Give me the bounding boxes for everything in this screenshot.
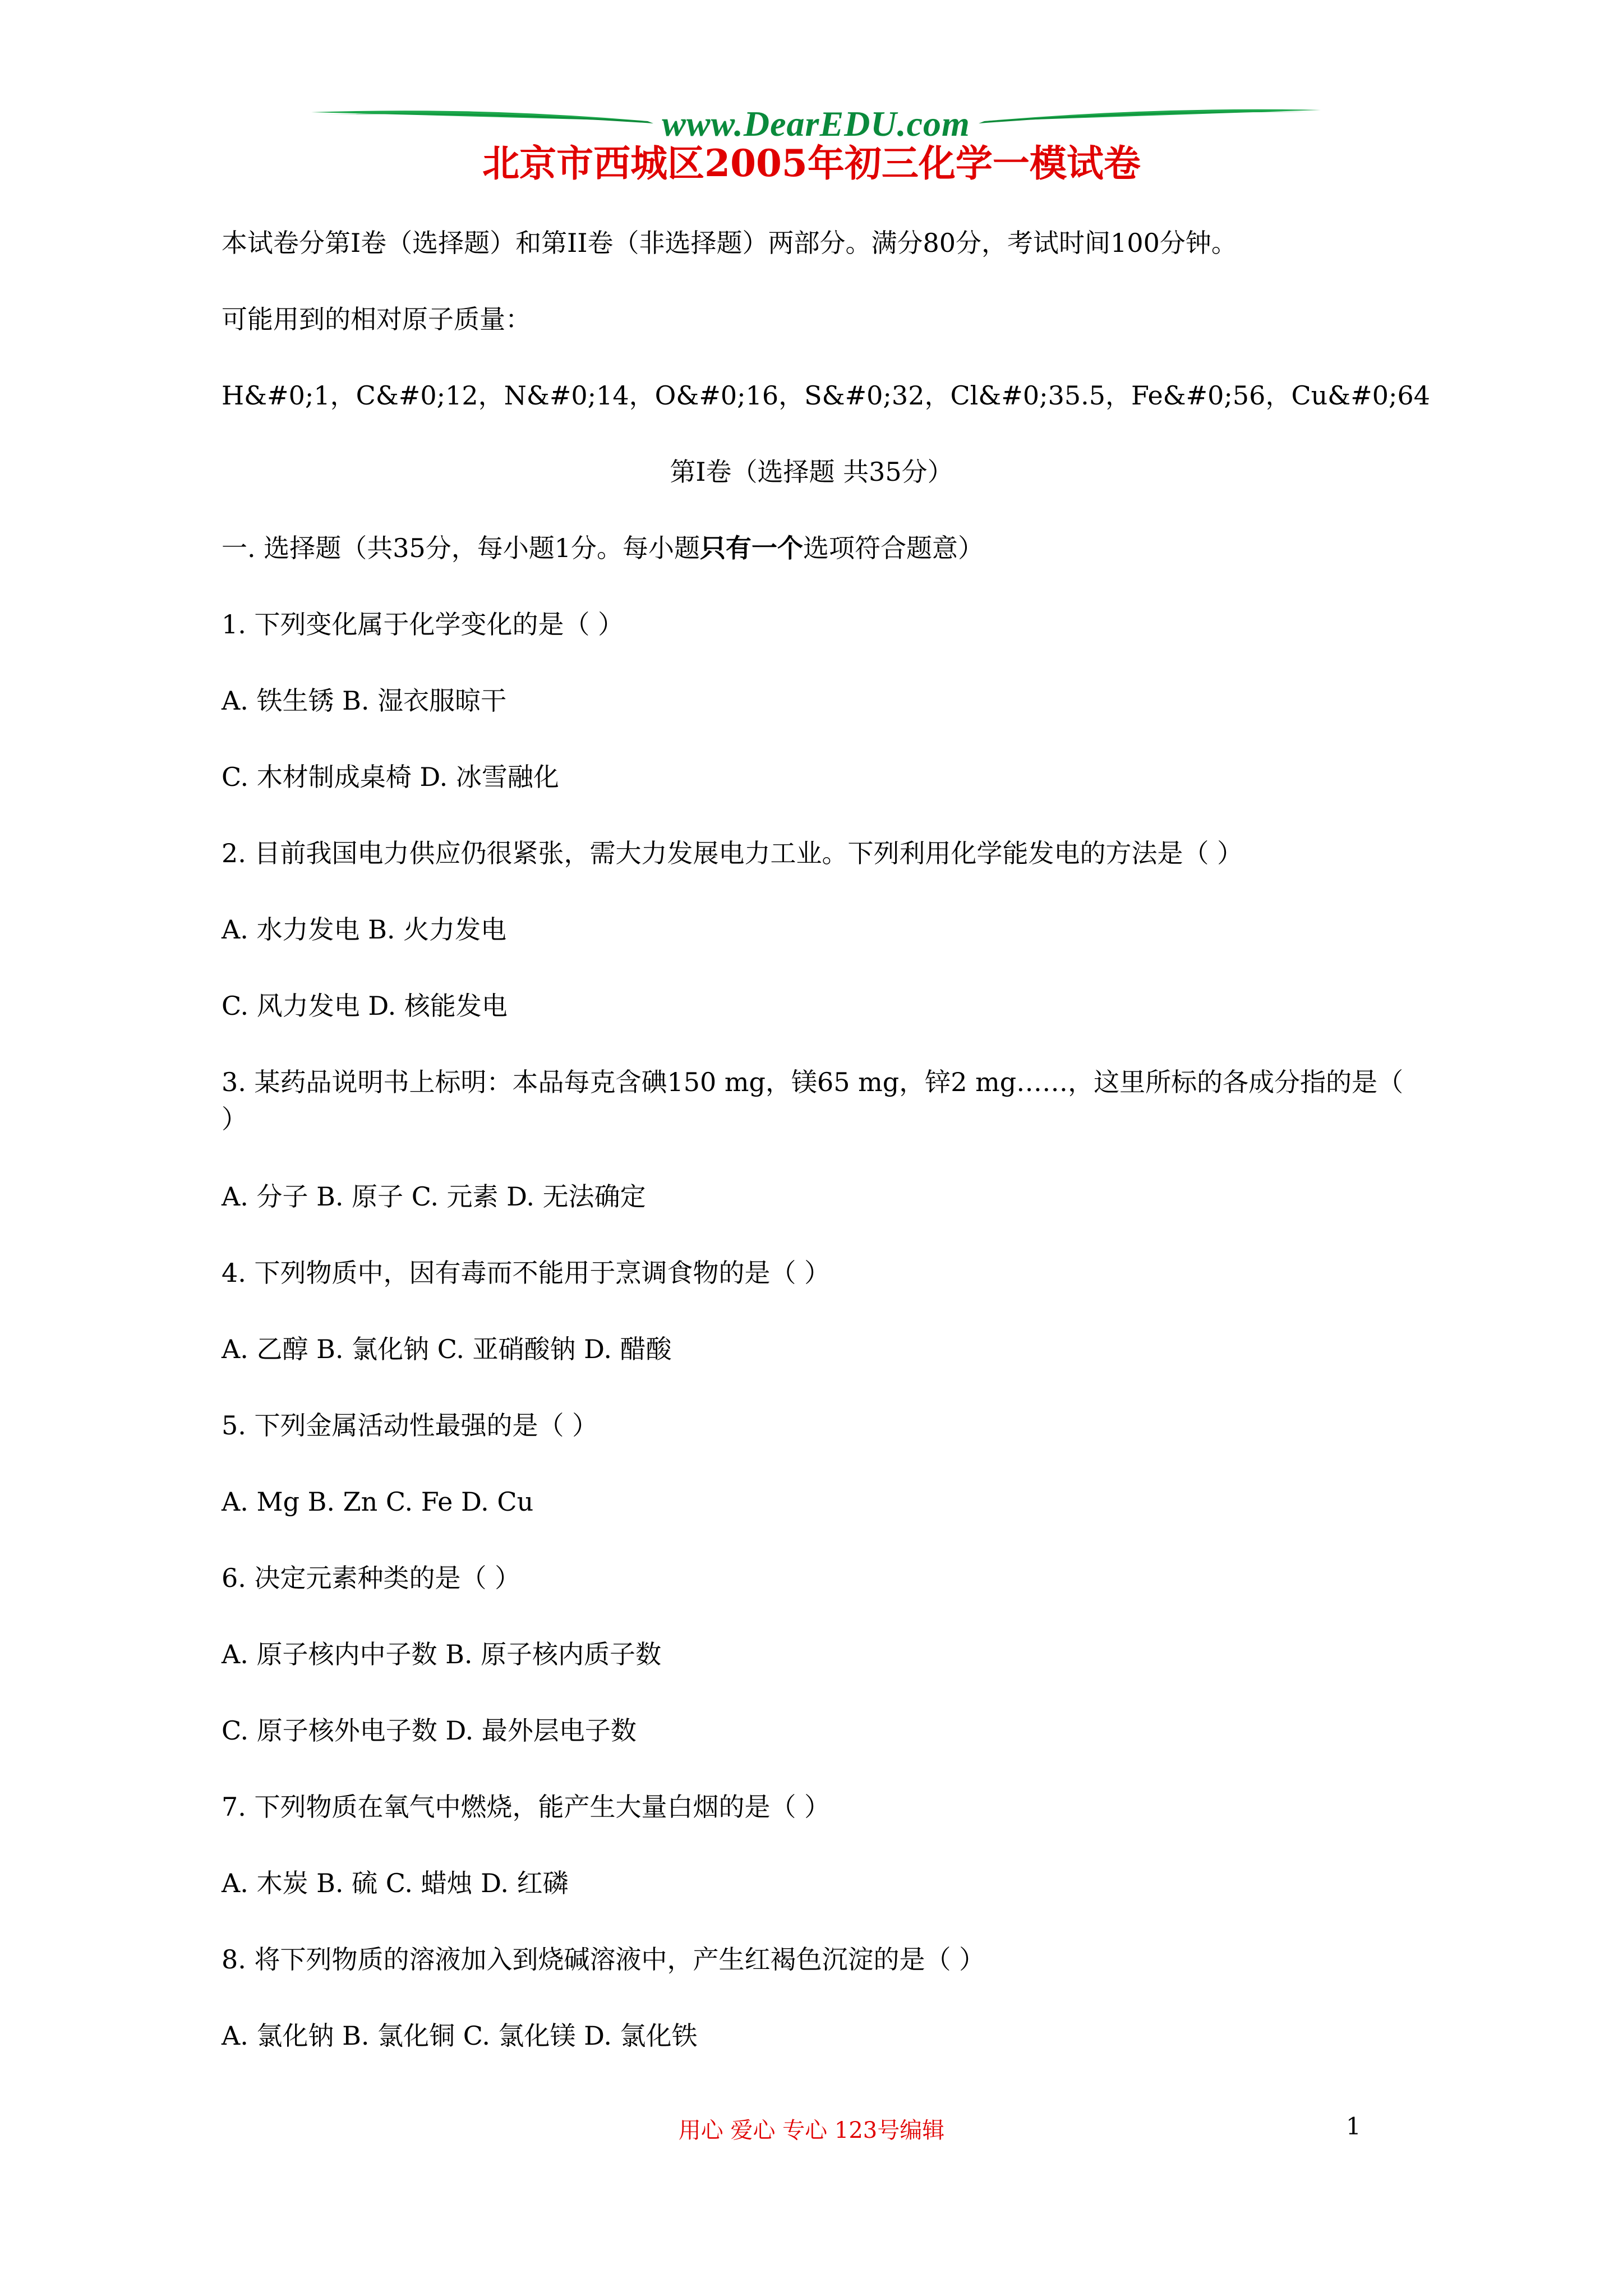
question-options: A. 原子核内中子数 B. 原子核内质子数 [222,1639,662,1669]
footer-editor-note: 用心 爱心 专心 123号编辑 [678,2118,945,2143]
question-options: A. 乙醇 B. 氯化钠 C. 亚硝酸钠 D. 醋酸 [222,1334,672,1364]
question-options: A. 木炭 B. 硫 C. 蜡烛 D. 红磷 [222,1868,569,1898]
atomic-mass-heading: 可能用到的相对原子质量： [222,304,531,334]
question-stem: 1. 下列变化属于化学变化的是（ ） [222,609,624,639]
question-options: A. Mg B. Zn C. Fe D. Cu [222,1487,534,1517]
question-stem: 8. 将下列物质的溶液加入到烧碱溶液中，产生红褐色沉淀的是（ ） [222,1944,985,1975]
site-url-logo: www.DearEDU.com [662,104,970,144]
question-stem: 3. 某药品说明书上标明：本品每克含碘150 mg，镁65 mg，锌2 mg……，这里所标的各成分指的是（ ） [222,1067,1404,1134]
instruction-text-b: 选项符合题意） [803,533,984,563]
question-options: A. 铁生锈 B. 湿衣服晾干 [222,685,507,716]
instruction-emphasis: 只有一个 [700,533,804,563]
question-options: A. 水力发电 B. 火力发电 [222,914,507,945]
question-stem: 2. 目前我国电力供应仍很紧张，需大力发展电力工业。下列利用化学能发电的方法是（ ） [222,838,1243,868]
instruction-text-a: 一. 选择题（共35分，每小题1分。每小题 [222,533,700,563]
question-stem: 7. 下列物质在氧气中燃烧，能产生大量白烟的是（ ） [222,1792,831,1822]
question-options: A. 分子 B. 原子 C. 元素 D. 无法确定 [222,1181,646,1212]
section-instruction [222,530,984,567]
question-stem: 5. 下列金属活动性最强的是（ ） [222,1410,598,1441]
atomic-mass-list: H&#0;1，C&#0;12，N&#0;14，O&#0;16，S&#0;32，Cl&#0;35.5，Fe&#0;56，Cu&#0;64 [222,380,1431,411]
document-title: 北京市西城区2005年初三化学一模试卷 [482,141,1141,185]
question-options: C. 风力发电 D. 核能发电 [222,991,508,1021]
question-options: C. 木材制成桌椅 D. 冰雪融化 [222,762,559,792]
exam-description: 本试卷分第I卷（选择题）和第II卷（非选择题）两部分。满分80分，考试时间100分钟。 [222,228,1237,258]
question-stem: 6. 决定元素种类的是（ ） [222,1563,521,1593]
section-heading: 第I卷（选择题 共35分） [670,457,953,487]
page-number: 1 [1346,2113,1361,2140]
question-options: A. 氯化钠 B. 氯化铜 C. 氯化镁 D. 氯化铁 [222,2021,698,2051]
question-stem: 4. 下列物质中，因有毒而不能用于烹调食物的是（ ） [222,1258,831,1288]
question-options: C. 原子核外电子数 D. 最外层电子数 [222,1715,637,1746]
